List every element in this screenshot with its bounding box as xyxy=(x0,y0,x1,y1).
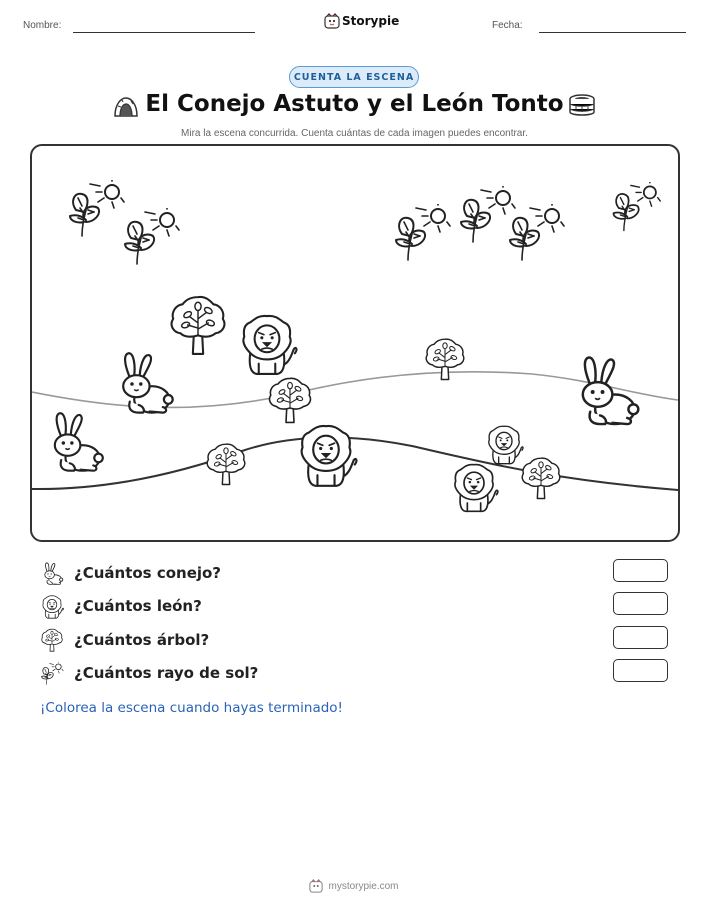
question-tree: ¿Cuántos árbol? xyxy=(74,631,210,649)
tree-icon xyxy=(40,628,64,652)
question-lion: ¿Cuántos león? xyxy=(74,597,202,615)
tree-icon xyxy=(172,297,225,354)
storypie-logo-icon xyxy=(324,13,340,29)
sunray-icon xyxy=(510,202,564,260)
name-label: Nombre: xyxy=(23,20,62,31)
rabbit-icon xyxy=(55,413,103,471)
answer-box-lion[interactable] xyxy=(613,592,668,615)
sunray-icon xyxy=(40,662,64,686)
tree-icon xyxy=(270,378,311,422)
tree-icon xyxy=(522,458,560,498)
sunray-icon xyxy=(461,184,515,242)
sunray-icon xyxy=(613,180,660,230)
sunray-icon xyxy=(125,206,179,264)
sunray-icon xyxy=(70,178,124,236)
lion-icon xyxy=(302,426,357,486)
date-line[interactable] xyxy=(539,32,686,33)
section-badge: CUENTA LA ESCENA xyxy=(289,66,419,88)
lion-icon xyxy=(455,465,498,512)
name-line[interactable] xyxy=(73,32,255,33)
question-sunray: ¿Cuántos rayo de sol? xyxy=(74,664,259,682)
well-icon xyxy=(567,94,597,118)
lion-icon xyxy=(489,426,523,463)
answer-box-sunray[interactable] xyxy=(613,659,668,682)
question-rabbit: ¿Cuántos conejo? xyxy=(74,564,222,582)
scene-illustration xyxy=(32,146,678,540)
coloring-note: ¡Colorea la escena cuando hayas terminado! xyxy=(40,700,343,716)
counting-scene xyxy=(30,144,680,542)
lion-icon xyxy=(40,595,64,619)
answer-box-tree[interactable] xyxy=(613,626,668,649)
footer-url[interactable]: mystorypie.com xyxy=(328,881,399,892)
lion-icon xyxy=(243,316,296,374)
sunray-icon xyxy=(396,202,450,260)
brand-name: Storypie xyxy=(342,14,400,28)
tree-icon xyxy=(207,444,245,484)
rabbit-icon xyxy=(40,562,64,586)
answer-box-rabbit[interactable] xyxy=(613,559,668,582)
page-subtitle: Mira la escena concurrida. Cuenta cuántas de cada imagen puedes encontrar. xyxy=(181,128,528,139)
rabbit-icon xyxy=(123,353,173,412)
date-label: Fecha: xyxy=(492,20,523,31)
page-title: El Conejo Astuto y el León Tonto xyxy=(145,91,564,117)
